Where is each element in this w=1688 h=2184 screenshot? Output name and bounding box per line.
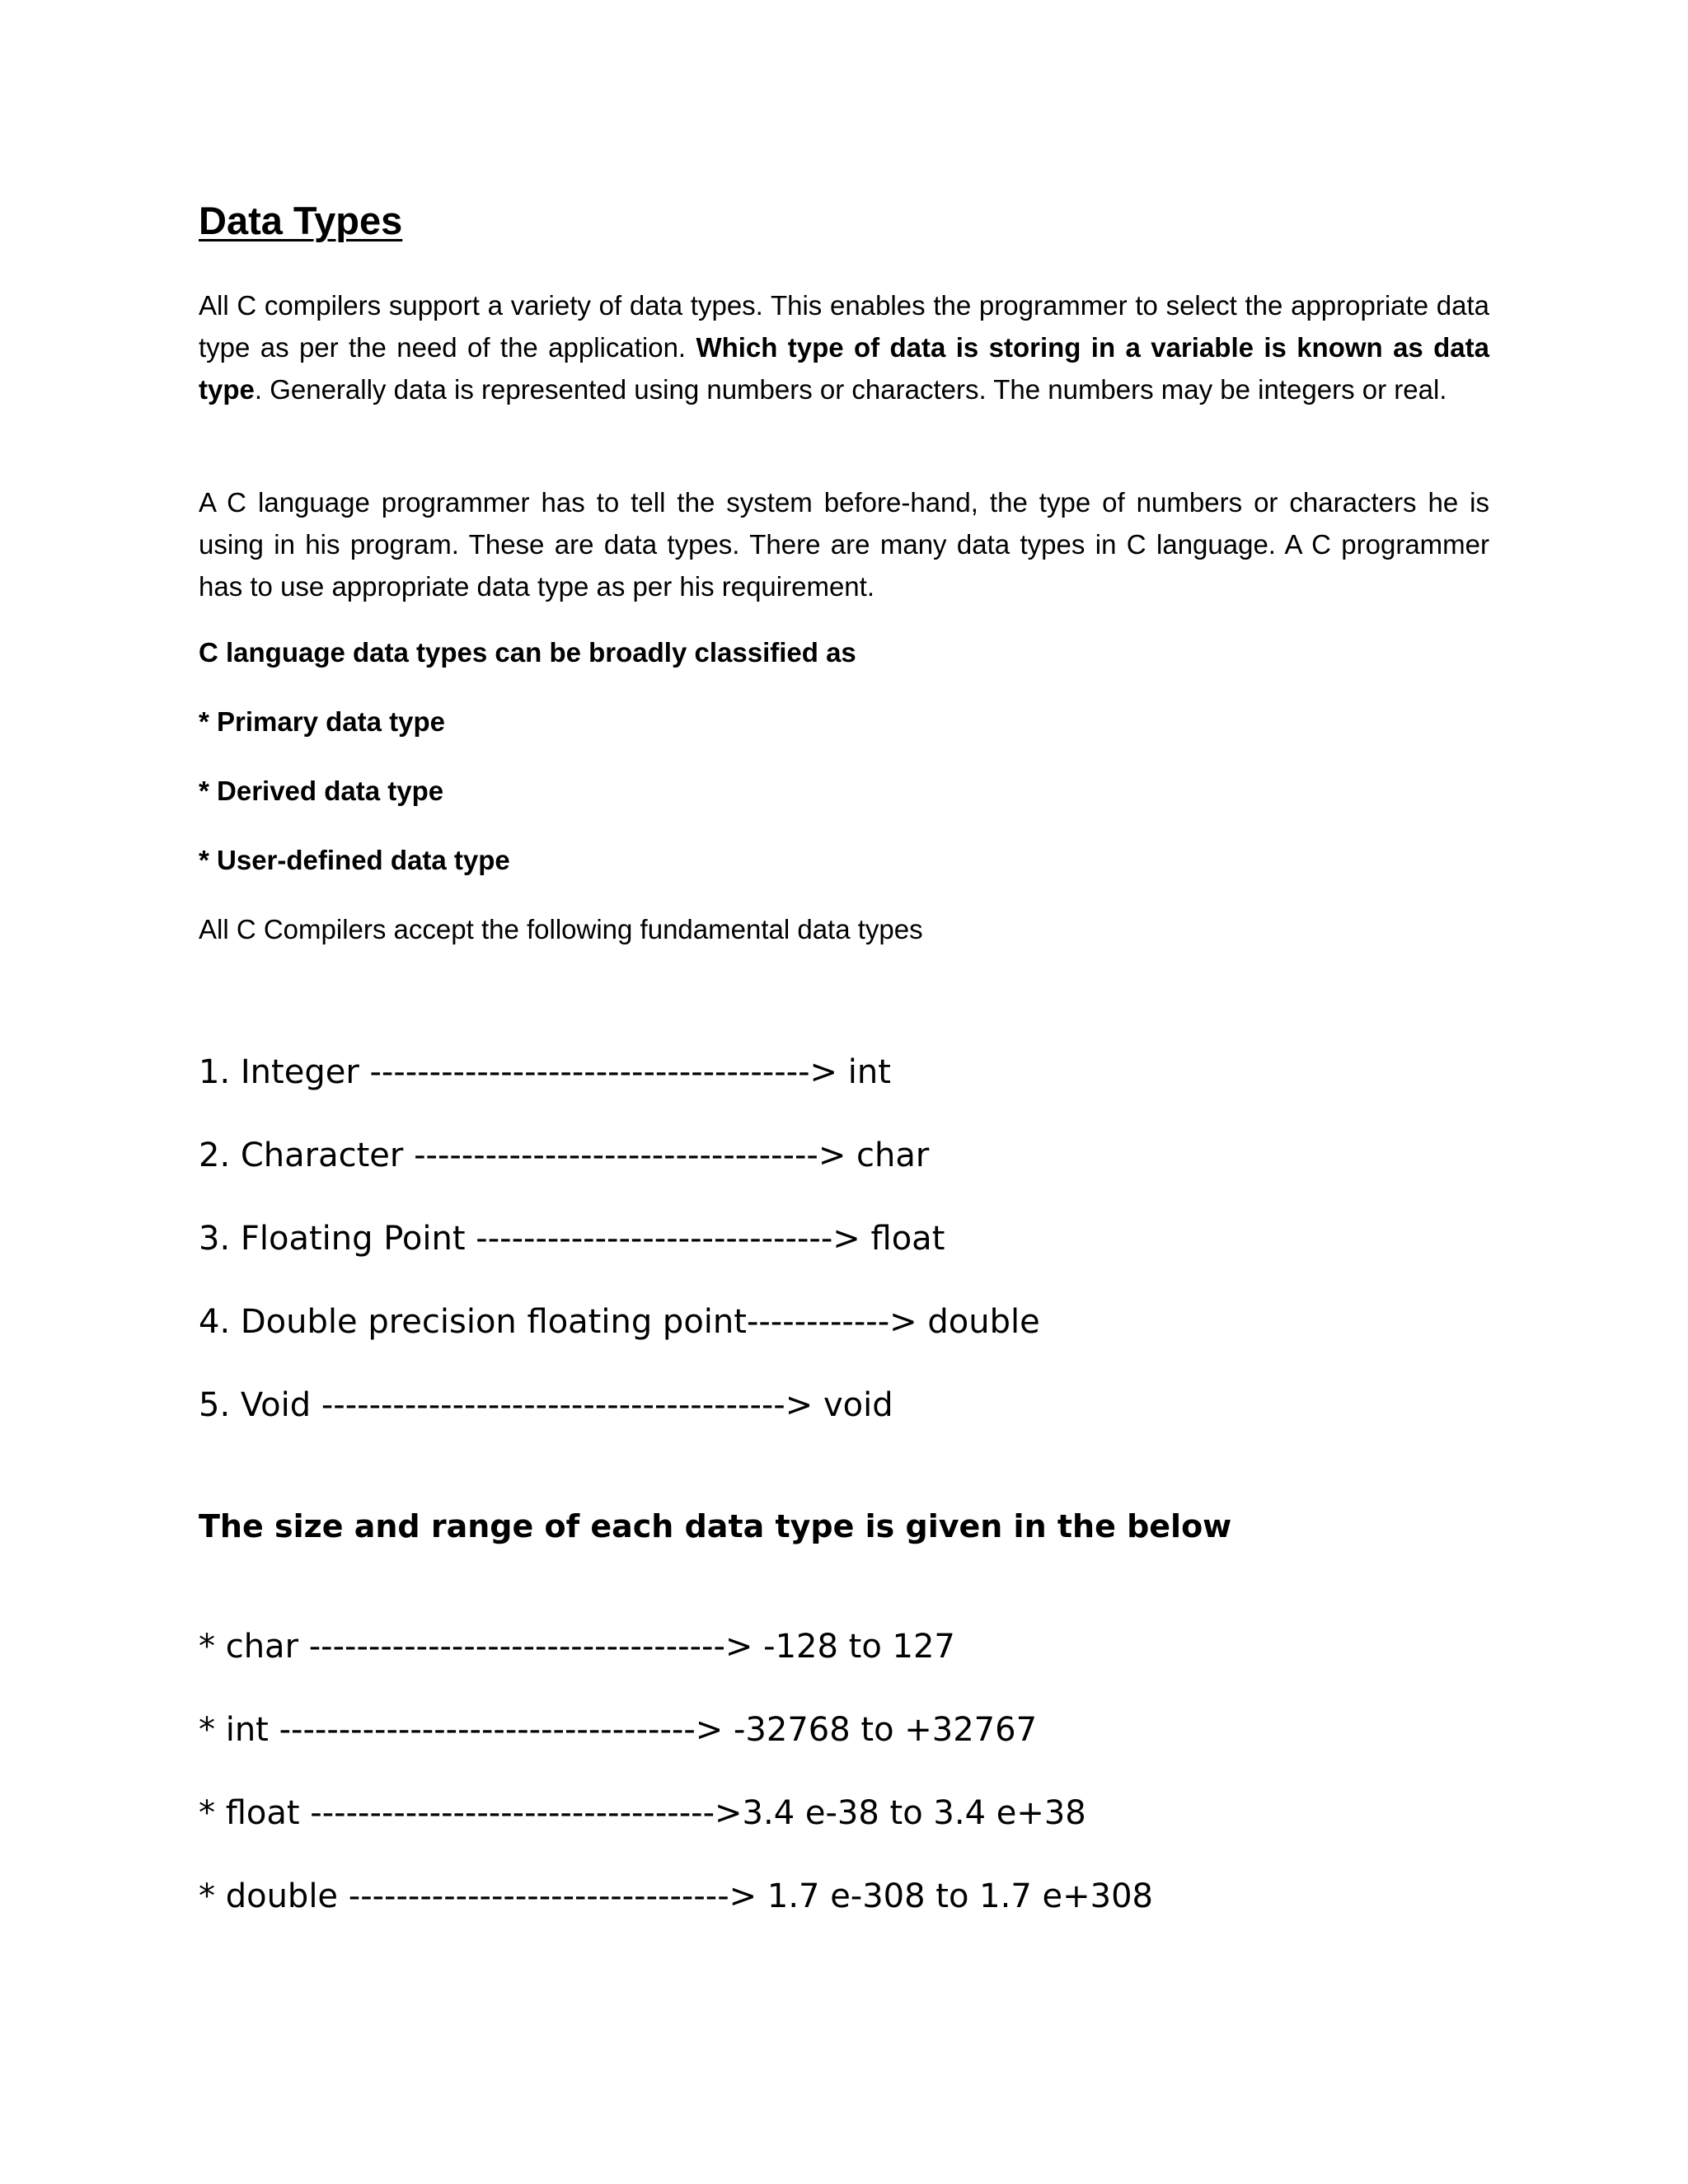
fundamental-type-double: 4. Double precision floating point------------> double: [199, 1303, 1040, 1341]
intro-text-start: All C compilers support a variety of data types. This enables the programmer to select the appropriate data type as per the need of the application.: [199, 290, 1489, 363]
range-double: * double --------------------------------> 1.7 e-308 to 1.7 e+308: [199, 1877, 1153, 1915]
classification-item-derived: * Derived data type: [199, 776, 444, 806]
range-int: * int -----------------------------------> -32768 to +32767: [199, 1711, 1038, 1749]
range-float: * float ---------------------------------->3.4 e-38 to 3.4 e+38: [199, 1794, 1086, 1832]
fundamental-type-void: 5. Void ---------------------------------------> void: [199, 1386, 893, 1424]
classification-item-user-defined: * User-defined data type: [199, 845, 510, 875]
fundamental-intro: All C Compilers accept the following fundamental data types: [199, 914, 923, 944]
classification-heading: C language data types can be broadly classified as: [199, 637, 856, 668]
page-title: Data Types: [199, 199, 403, 242]
fundamental-type-integer: 1. Integer -------------------------------------> int: [199, 1053, 891, 1091]
range-char: * char -----------------------------------> -128 to 127: [199, 1628, 955, 1666]
intro-paragraph: [199, 284, 1489, 410]
size-range-heading: The size and range of each data type is given in the below: [199, 1508, 1232, 1544]
fundamental-type-float: 3. Floating Point ------------------------------> float: [199, 1220, 945, 1258]
classification-item-primary: * Primary data type: [199, 706, 445, 737]
intro-text-end: . Generally data is represented using numbers or characters. The numbers may be integers or real.: [254, 374, 1447, 405]
second-paragraph: A C language programmer has to tell the system before-hand, the type of numbers or characters he is using in his program. These are data types. There are many data types in C language. A C programmer has to use appropriate data type as per his requirement.: [199, 487, 1489, 602]
data-type-definition: Which type of data is storing in a variable is known as data type: [199, 332, 1489, 405]
fundamental-type-character: 2. Character ----------------------------------> char: [199, 1137, 930, 1174]
